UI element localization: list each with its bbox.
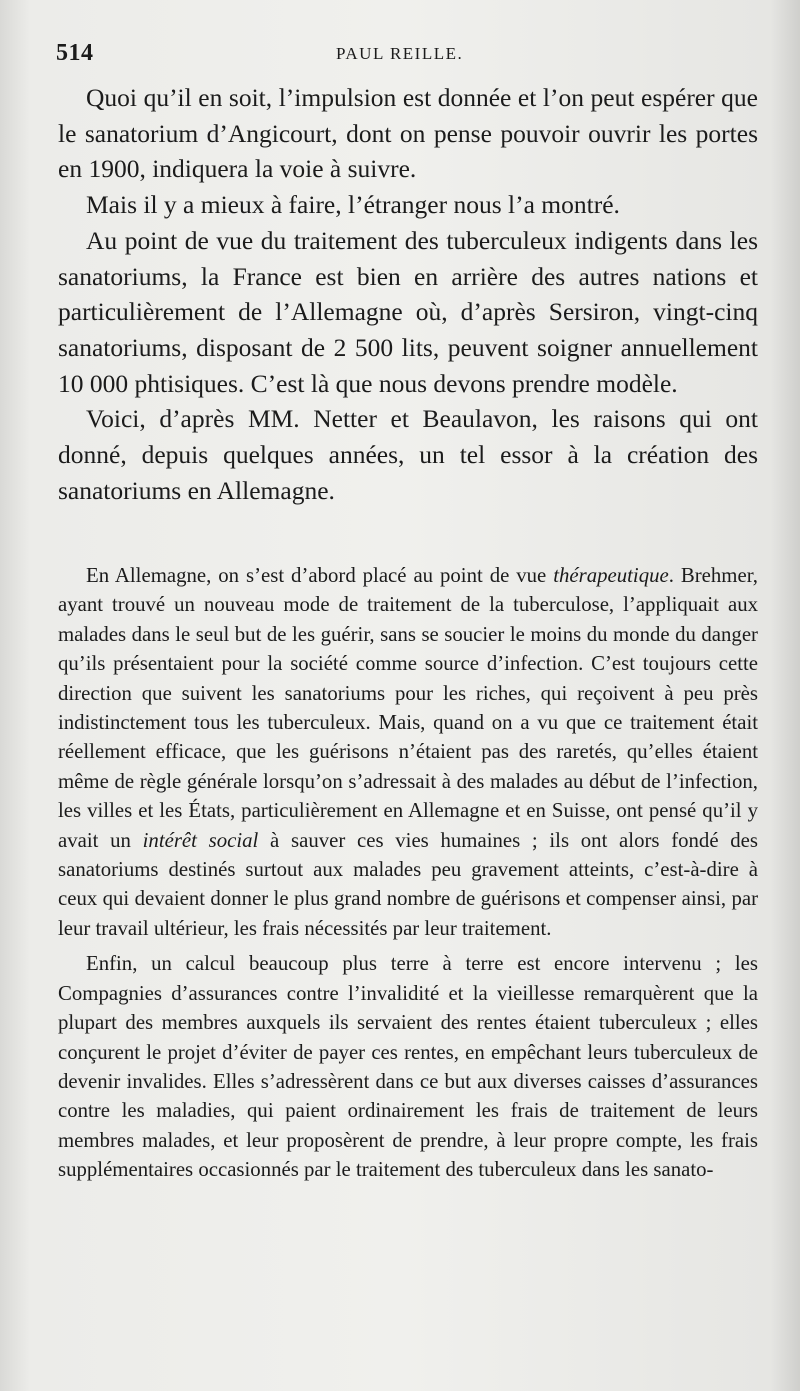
quote-text-c: à sauver ces vies humaines ; ils ont alors fondé des sanatoriums destinés surtout aux malades peu gravement atteints, c’est-à-dire à ceux qui devaient donner le plus grand nombre de guérisons et compenser ainsi, par leur travail ultérieur, les frais nécessités par leur traitement. bbox=[58, 828, 758, 940]
paragraph-4: Voici, d’après MM. Netter et Beaulavon, les raisons qui ont donné, depuis quelques années, un tel essor à la création des sanatoriums en Allemagne. bbox=[58, 404, 758, 505]
quote-paragraph-1 bbox=[58, 561, 758, 943]
paragraph-1: Quoi qu’il en soit, l’impulsion est donnée et l’on peut espérer que le sanatorium d’Angicourt, dont on pense pouvoir ouvrir les portes en 1900, indiquera la voie à suivre. bbox=[58, 83, 758, 184]
quote-text-b: . Brehmer, ayant trouvé un nouveau mode de traitement de la tuberculose, l’appliquait aux malades dans le seul but de les guérir, sans se soucier le moins du monde du danger qu’ils présentaient pour la société comme source d’infection. C’est toujours cette direction que suivent les sanatoriums pour les riches, qui reçoivent à peu près indistinctement tous les tuberculeux. Mais, quand on a vu que ce traitement était réellement efficace, que les guérisons n’étaient pas des raretés, qu’elles étaient même de règle générale lorsqu’on s’adressait à des malades au début de l’infection, les villes et les États, particulièrement en Allemagne et en Suisse, ont pensé qu’il y avait un bbox=[58, 564, 758, 852]
main-text bbox=[58, 80, 758, 508]
paragraph-3: Au point de vue du traitement des tuberculeux indigents dans les sanatoriums, la France est bien en arrière des autres nations et particulièrement de l’Allemagne où, d’après Sersiron, vingt-cinq sanatoriums, disposant de 2 500 lits, peuvent soigner annuellement 10 000 phtisiques. C’est là que nous devons prendre modèle. bbox=[58, 225, 758, 398]
quoted-text bbox=[58, 561, 758, 1185]
quote-text-a: En Allemagne, on s’est d’abord placé au point de vue bbox=[86, 564, 554, 587]
page-number: 514 bbox=[56, 40, 94, 66]
paragraph-2: Mais il y a mieux à faire, l’étranger nous l’a montré. bbox=[86, 190, 620, 220]
quote-paragraph-2: Enfin, un calcul beaucoup plus terre à terre est encore intervenu ; les Compagnies d’assurances contre l’invalidité et la vieillesse remarquèrent que la plupart des membres auxquels ils servaient des rentes étaient tuberculeux ; elles conçurent le projet d’éviter de payer ces rentes, en empêchant leurs tuberculeux de devenir invalides. Elles s’adressèrent dans ce but aux diverses caisses d’assurances contre les maladies, qui paient ordinairement les frais de traitement de leurs membres malades, et leur proposèrent de prendre, à leur propre compte, les frais supplémentaires occasionnés par le traitement des tuberculeux dans les sanato- bbox=[58, 952, 758, 1182]
emphasis-therapeutique: thérapeutique bbox=[553, 564, 669, 587]
running-head: PAUL REILLE. bbox=[336, 44, 464, 63]
page-header bbox=[56, 40, 770, 70]
emphasis-interet-social: intérêt social bbox=[142, 828, 259, 852]
